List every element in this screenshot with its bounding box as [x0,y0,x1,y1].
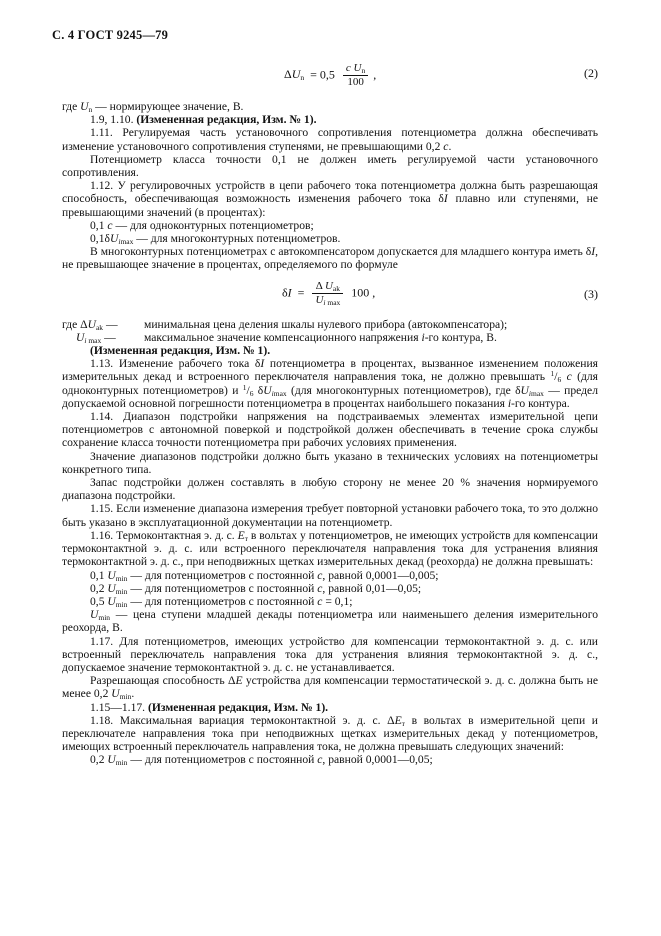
paragraph: (Измененная редакция, Изм. № 1). [90,344,271,358]
paragraph: Потенциометр класса точности 0,1 не должен иметь регулируемой части установочного сопротивления. [62,152,598,180]
definition-row: $U_{i max}$ — максимальное значение компенсационного напряжения i-го контура, В. [76,330,497,345]
formula-3: δI = $\frac{\Delta U_{ak}}{U_{i max}}$ 100 , [282,279,376,307]
paragraph: 1.15. Если изменение диапазона измерения требует повторной установки рабочего тока, то это должно быть указано в эксплуатационной документации на потенциометр. [62,502,598,529]
body-text [62,100,598,767]
definition-row: где $\Delta U_{ak}$ — минимальная цена деления шкалы нулевого прибора (автокомпенсатора); [62,318,598,331]
paragraph: 0,2 $U_{min}$ — для потенциометров с постоянной c, равной 0,0001—0,05; [90,753,433,768]
paragraph: 0,2 $U_{min}$ — для потенциометров с постоянной c, равной 0,01—0,05; [90,581,422,596]
paragraph: 1.12. У регулировочных устройств в цепи рабочего тока потенциометра должна быть разрешающая способность, обеспечивающая возможность изменения рабочего тока δI плавно или ступенями, не превышающими значений (в процентах): [62,179,598,219]
paragraph: где $U_n$ — нормирующее значение, В. [62,100,244,114]
definition-text: минимальная цена деления шкалы нулевого прибора (автокомпенсатора); [144,317,508,331]
equation-number-2: (2) [584,66,598,80]
paragraph: 1.13. Изменение рабочего тока δI потенциометра в процентах, вызванное изменением положения измерительных декад и встроенного переключателя направления тока, не должно превышать $^1/_6$ c (для одноконтурных потенциометров) и $^1/_6$ $\delta U_{imax}$ (для многоконтурных потенциометров), где $\delta U_{imax}$ — предел допускаемой основной погрешности потенциометра в процентах наибольшего показания i-го контура. [62,357,599,410]
paragraph: Значение диапазонов подстройки должно быть указано в технических условиях на потенциометры конкретного типа. [62,449,598,476]
paragraph: 1.17. Для потенциометров, имеющих устройство для компенсации термоконтактной э. д. с. или встроенный переключатель направления тока для устранения влияния термоконтактной э. д. с., допускаемое значение термоконтактной э. д. с. не устанавливается. [62,634,598,674]
paragraph: 1.16. Термоконтактная э. д. с. $E_т$ в вольтах у потенциометров, не имеющих устройств для компенсации термоконтактной э. д. с. или встроенного переключателя направления тока для устранения влияния термоконтактной э. д. с., при неподвижных щетках измерительных декад (реохорда) не должна превышать: [62,528,598,569]
paragraph: 0,1 c — для одноконтурных потенциометров; [90,218,314,232]
paragraph: 1.14. Диапазон подстройки напряжения на подстраиваемых элементах измерительной цепи потенциометров с автономной поверкой и подстройкой должен обеспечивать в течение срока службы сохранение класса точности потенциометра при рабочих условиях применения. [62,410,598,450]
paragraph: Запас подстройки должен составлять в любую сторону не менее 20 % значения нормируемого диапазона подстройки. [62,476,598,503]
paragraph: 1.18. Максимальная вариация термоконтактной э. д. с. $\Delta E_т$ в вольтах в измерительной цепи и переключателе направления тока при неподвижных щетках измерительных декад у потенциометров, имеющих встроенный переключатель направления тока, не должна превышать следующих значений: [62,713,598,754]
paragraph: 1.9, 1.10. (Измененная редакция, Изм. № 1). [90,113,317,127]
page-header: С. 4 ГОСТ 9245—79 [52,28,169,42]
equation-number-3: (3) [584,286,598,301]
paragraph: Разрешающая способность ΔE устройства для компенсации термостатической э. д. с. должна быть не менее 0,2 $U_{min}$. [62,674,598,702]
formula-3-row [62,272,598,318]
formula-2: $\Delta U_n = 0,5$ $\frac{c U_n}{100}$ , [284,62,377,88]
paragraph: 0,5 $U_{min}$ — для потенциометров с постоянной c = 0,1; [90,594,353,609]
paragraph: $U_{min}$ — цена ступени младшей декады потенциометра или наименьшего деления измерительного реохорда, В. [62,608,598,635]
paragraph: 1.11. Регулируемая часть установочного сопротивления потенциометра должна обеспечивать изменение установочного сопротивления ступенями, не превышающими 0,2 c. [62,126,598,153]
paragraph: В многоконтурных потенциометрах с автокомпенсатором допускается для младшего контура иметь δI, не превышающее значение в процентах, определяемого по формуле [62,245,598,272]
paragraph: $0,1\delta U_{imax}$ — для многоконтурных потенциометров. [90,232,341,247]
paragraph: 0,1 $U_{min}$ — для потенциометров с постоянной c, равной 0,0001—0,005; [90,568,439,583]
paragraph: 1.15—1.17. (Измененная редакция, Изм. № 1). [90,700,329,714]
